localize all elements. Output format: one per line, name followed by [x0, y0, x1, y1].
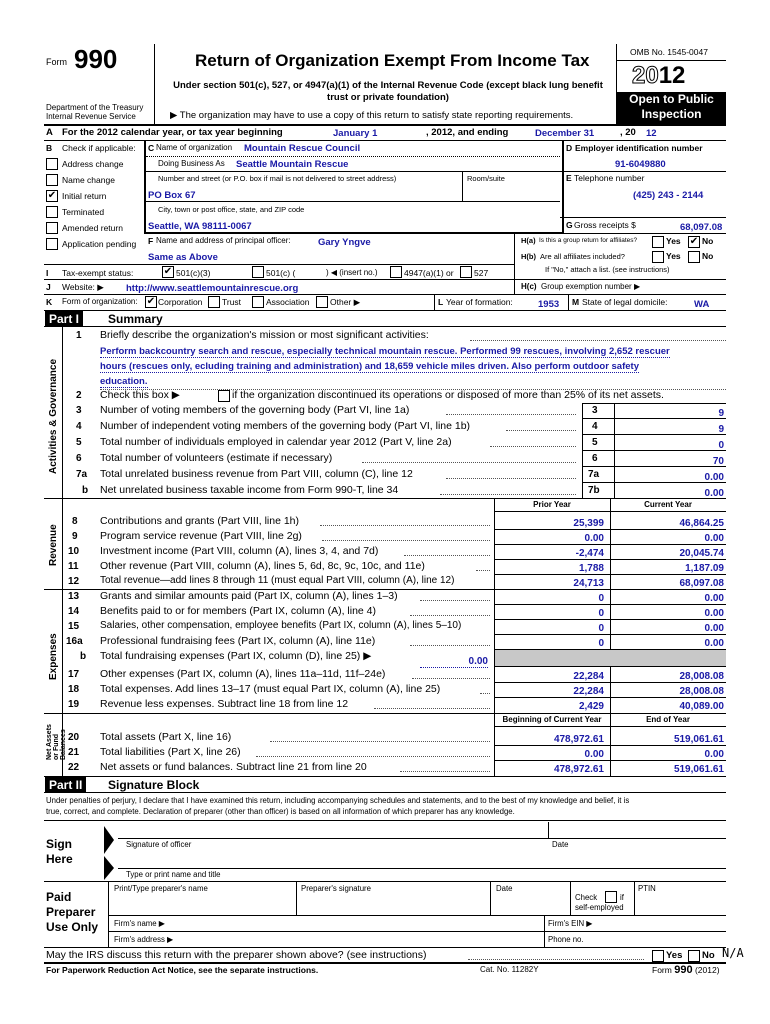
line7a-num: 7a [76, 469, 88, 480]
line-a-label: A [46, 127, 53, 138]
ein-label: Employer identification number [575, 143, 703, 153]
name-change-checkbox[interactable] [46, 174, 58, 186]
if-label: if [620, 893, 624, 902]
line11-current[interactable]: 1,187.09 [685, 563, 724, 574]
line3-box: 3 [592, 405, 598, 416]
form-subtitle: Under section 501(c), 527, or 4947(a)(1) of the Internal Revenue Code (except black lung benefit trust or private foundation) [173, 80, 603, 103]
col-current-year: Current Year [644, 500, 692, 509]
line7a-box: 7a [588, 469, 600, 480]
line16b-num: b [80, 651, 87, 662]
line7a-text: Total unrelated business revenue from Part VIII, column (C), line 12 [100, 468, 413, 480]
corporation-checkbox[interactable]: ✔ [146, 296, 156, 307]
line1-num: 1 [76, 330, 82, 341]
col-end-year: End of Year [646, 715, 690, 724]
line7b-num: b [82, 485, 89, 496]
line21-begin[interactable]: 0.00 [584, 749, 604, 760]
line10-prior[interactable]: -2,474 [575, 548, 604, 559]
line5-box: 5 [592, 437, 598, 448]
org-name[interactable]: Mountain Rescue Council [244, 143, 361, 154]
status-501c3-checkbox[interactable]: ✔ [163, 266, 173, 277]
line18-num: 18 [68, 684, 80, 695]
line22-num: 22 [68, 762, 80, 773]
other-org-checkbox[interactable] [316, 296, 328, 308]
line14-current[interactable]: 0.00 [704, 608, 724, 619]
line4-box: 4 [592, 421, 598, 432]
line3-num: 3 [76, 405, 82, 416]
footer-form-number: 990 [674, 964, 693, 976]
side-activities-governance: Activities & Governance [48, 358, 59, 474]
line-j-label: J [46, 282, 51, 292]
line20-end[interactable]: 519,061.61 [673, 734, 724, 745]
tax-year-begin[interactable]: January 1 [333, 128, 378, 139]
city-label: City, town or post office, state, and ZIP code [158, 205, 305, 214]
paid-label-3: Use Only [46, 920, 99, 934]
section-b-heading: Check if applicable: [62, 143, 136, 153]
line8-num: 8 [72, 516, 78, 527]
copy-note: ▶ The organization may have to use a copy of this return to satisfy state reporting requirements. [170, 110, 574, 121]
line20-text: Total assets (Part X, line 16) [100, 731, 232, 743]
line7b-value[interactable]: 0.00 [704, 488, 724, 499]
room-suite-label: Room/suite [467, 174, 505, 183]
line7b-text: Net unrelated business taxable income from Form 990-T, line 34 [100, 484, 399, 496]
line12-text: Total revenue—add lines 8 through 11 (must equal Part VIII, column (A), line 12) [100, 575, 455, 586]
status-527-label: 527 [474, 268, 489, 278]
section-f-label: F [148, 236, 154, 246]
officer-label: Name and address of principal officer: [156, 236, 291, 245]
ptin-label: PTIN [638, 884, 656, 893]
line12-prior[interactable]: 24,713 [573, 578, 604, 589]
terminated-checkbox[interactable] [46, 206, 58, 218]
section-d-label: D [566, 143, 573, 153]
line21-end[interactable]: 0.00 [704, 749, 724, 760]
street-address[interactable]: PO Box 67 [148, 190, 196, 201]
line2-num: 2 [76, 390, 82, 401]
footer-form-word: Form [652, 965, 672, 975]
line9-prior[interactable]: 0.00 [584, 533, 604, 544]
part1-title: Summary [108, 312, 163, 326]
sign-date-label: Date [552, 840, 569, 849]
line19-current[interactable]: 40,089.00 [679, 701, 724, 712]
line19-num: 19 [68, 699, 80, 710]
side-net-assets: Net Assets or Fund Balances [46, 724, 67, 760]
line9-text: Program service revenue (Part VIII, line 2g) [100, 530, 302, 542]
dept-line1: Department of the Treasury [46, 103, 144, 112]
self-employed-checkbox[interactable] [605, 891, 617, 903]
irs-discuss-na: N/A [722, 946, 744, 960]
discontinued-checkbox[interactable] [218, 390, 230, 402]
line18-current[interactable]: 28,008.08 [679, 686, 724, 697]
hb-no-checkbox[interactable] [688, 251, 700, 263]
irs-discuss-text: May the IRS discuss this return with the preparer shown above? (see instructions) [46, 949, 427, 961]
line22-begin[interactable]: 478,972.61 [553, 764, 604, 775]
line15-current[interactable]: 0.00 [704, 623, 724, 634]
phone-value[interactable]: (425) 243 - 2144 [633, 190, 704, 201]
line17-text: Other expenses (Part IX, column (A), lines 11a–11d, 11f–24e) [100, 668, 386, 680]
principal-officer-name[interactable]: Gary Yngve [318, 237, 371, 248]
hb-yes-label: Yes [666, 251, 681, 261]
line4-num: 4 [76, 421, 82, 432]
line-i-label: I [46, 268, 49, 278]
sign-arrow-icon [104, 826, 116, 880]
phone-no-label: Phone no. [548, 935, 584, 944]
status-4947-label: 4947(a)(1) or [404, 268, 454, 278]
line5-text: Total number of individuals employed in calendar year 2012 (Part V, line 2a) [100, 436, 452, 448]
street-label: Number and street (or P.O. box if mail is not delivered to street address) [158, 174, 397, 183]
line13-current[interactable]: 0.00 [704, 593, 724, 604]
footer-form-id [652, 964, 720, 976]
line13-text: Grants and similar amounts paid (Part IX, column (A), lines 1–3) [100, 590, 398, 602]
trust-checkbox[interactable] [208, 296, 220, 308]
line-l-label: L [438, 297, 444, 307]
line9-num: 9 [72, 531, 78, 542]
penalty-line2: true, correct, and complete. Declaration of preparer (other than officer) is based on all information of which preparer has any knowledge. [46, 807, 515, 816]
ha-yes-checkbox[interactable] [652, 236, 664, 248]
penalty-line1: Under penalties of perjury, I declare that I have examined this return, including accompanying schedules and statements, and to the best of my knowledge and belief, it is [46, 796, 630, 805]
status-501c-label: 501(c) ( [266, 268, 296, 278]
line-m-label: M [572, 297, 580, 307]
form-word: Form [46, 57, 67, 67]
status-501c-insert: ) ◀ (insert no.) [326, 268, 378, 277]
line14-num: 14 [68, 606, 80, 617]
self-employed-label: self-employed [575, 903, 624, 912]
line16a-num: 16a [66, 636, 83, 647]
section-c-label: C [148, 143, 155, 153]
association-label: Association [266, 297, 310, 307]
line17-current[interactable]: 28,008.08 [679, 671, 724, 682]
dept-line2: Internal Revenue Service [46, 112, 136, 121]
line22-text: Net assets or fund balances. Subtract line 21 from line 20 [100, 761, 367, 773]
tax-year-outline: 20 [632, 62, 659, 89]
open-to-public-box [617, 92, 726, 124]
line10-current[interactable]: 20,045.74 [679, 548, 724, 559]
line10-text: Investment income (Part VIII, column (A), lines 3, 4, and 7d) [100, 545, 379, 557]
line-j-text: Website: ▶ [62, 282, 104, 292]
line3-text: Number of voting members of the governing body (Part VI, line 1a) [100, 404, 410, 416]
year-of-formation[interactable]: 1953 [538, 299, 560, 310]
line10-num: 10 [68, 546, 80, 557]
line15-prior[interactable]: 0 [598, 623, 604, 634]
line17-num: 17 [68, 669, 80, 680]
application-pending-checkbox[interactable] [46, 238, 58, 250]
line-m-text: State of legal domicile: [582, 297, 668, 307]
amended-return-label: Amended return [62, 223, 123, 233]
check-if-label: Check [575, 893, 598, 902]
line16b-value[interactable]: 0.00 [420, 656, 488, 668]
line13-num: 13 [68, 591, 80, 602]
hc-text: Group exemption number ▶ [541, 282, 641, 291]
line15-num: 15 [68, 621, 80, 632]
side-expenses: Expenses [48, 633, 59, 680]
mission-line1[interactable]: Perform backcountry search and rescue, especially technical mountain rescue. Performed 99 rescues, involving 2,652 rescuer [100, 346, 670, 357]
line4-value[interactable]: 9 [718, 424, 724, 435]
firm-address-label: Firm's address ▶ [114, 935, 174, 944]
gross-receipts-value[interactable]: 68,097.08 [680, 222, 723, 233]
line2-text: Check this box ▶ [100, 389, 180, 401]
tax-year-bold: 12 [658, 62, 686, 89]
line12-num: 12 [68, 576, 80, 587]
trust-label: Trust [222, 297, 242, 307]
application-pending-label: Application pending [62, 239, 137, 249]
line-k-text: Form of organization: [62, 297, 138, 306]
status-501c3-label: 501(c)(3) [176, 268, 211, 278]
line22-end[interactable]: 519,061.61 [673, 764, 724, 775]
firm-ein-label: Firm's EIN ▶ [548, 919, 593, 928]
side-revenue: Revenue [48, 524, 59, 566]
org-name-label: Name of organization [156, 143, 233, 152]
line1-text: Briefly describe the organization's mission or most significant activities: [100, 329, 429, 341]
state-of-domicile[interactable]: WA [694, 299, 710, 310]
line-a-text: For the 2012 calendar year, or tax year beginning [62, 127, 283, 138]
line2-rest: if the organization discontinued its operations or disposed of more than 25% of its net assets. [232, 389, 664, 401]
hb-text: Are all affiliates included? [540, 252, 625, 261]
website-value[interactable]: http://www.seattlemountainrescue.org [126, 283, 299, 294]
paid-label-2: Preparer [46, 905, 96, 919]
phone-label: Telephone number [574, 173, 645, 183]
line13-prior[interactable]: 0 [598, 593, 604, 604]
line20-num: 20 [68, 732, 80, 743]
dba-label: Doing Business As [158, 159, 225, 168]
preparer-name-label: Print/Type preparer's name [114, 884, 208, 893]
line17-prior[interactable]: 22,284 [573, 671, 604, 682]
signature-officer-label: Signature of officer [126, 840, 192, 849]
preparer-date-label: Date [496, 884, 513, 893]
line-l-text: Year of formation: [446, 297, 513, 307]
firm-name-label: Firm's name ▶ [114, 919, 165, 928]
mission-line3[interactable]: education. [100, 376, 148, 387]
ha-yes-label: Yes [666, 236, 681, 246]
part2-title: Signature Block [108, 778, 200, 792]
hb-yes-checkbox[interactable] [652, 251, 664, 263]
irs-discuss-yes-label: Yes [666, 950, 683, 961]
section-c-box [144, 140, 564, 234]
line14-prior[interactable]: 0 [598, 608, 604, 619]
line4-text: Number of independent voting members of the governing body (Part VI, line 1b) [100, 420, 471, 432]
part1-label: Part I [45, 311, 83, 327]
line5-num: 5 [76, 437, 82, 448]
form-title: Return of Organization Exempt From Income Tax [195, 51, 590, 70]
ha-no-checkbox[interactable]: ✔ [689, 236, 699, 247]
line5-value[interactable]: 0 [718, 440, 724, 451]
line19-text: Revenue less expenses. Subtract line 18 from line 12 [100, 698, 349, 710]
corporation-label: Corporation [158, 297, 203, 307]
ha-label: H(a) [521, 236, 536, 245]
line16b-shaded [495, 650, 726, 666]
city-state-zip[interactable]: Seattle, WA 98111-0067 [148, 221, 252, 232]
line6-num: 6 [76, 453, 82, 464]
irs-discuss-no-label: No [702, 950, 715, 961]
type-name-label: Type or print name and title [126, 870, 221, 879]
hb-note: If "No," attach a list. (see instructions) [545, 265, 670, 274]
omb-number: OMB No. 1545-0047 [630, 47, 708, 57]
section-b-label: B [46, 143, 53, 153]
line8-text: Contributions and grants (Part VIII, line 1h) [100, 515, 300, 527]
line21-num: 21 [68, 747, 80, 758]
status-501c-checkbox[interactable] [252, 266, 264, 278]
terminated-label: Terminated [62, 207, 105, 217]
paperwork-notice: For Paperwork Reduction Act Notice, see the separate instructions. [46, 965, 319, 975]
address-change-checkbox[interactable] [46, 158, 58, 170]
other-org-label: Other ▶ [330, 297, 361, 307]
line6-text: Total number of volunteers (estimate if necessary) [100, 452, 333, 464]
line7a-value[interactable]: 0.00 [704, 472, 724, 483]
line7b-box: 7b [588, 485, 600, 496]
sign-label-2: Here [46, 852, 73, 866]
officer-signature-field[interactable] [118, 822, 546, 837]
amended-return-checkbox[interactable] [46, 222, 58, 234]
tax-year-end[interactable]: December 31 [535, 128, 595, 139]
line14-text: Benefits paid to or for members (Part IX, column (A), line 4) [100, 605, 377, 617]
status-4947-checkbox[interactable] [390, 266, 402, 278]
dba-name[interactable]: Seattle Mountain Rescue [236, 159, 349, 170]
line11-prior[interactable]: 1,788 [578, 563, 604, 574]
ha-no-label: No [702, 236, 714, 246]
hb-label: H(b) [521, 252, 536, 261]
officer-name-title-field[interactable] [118, 852, 726, 868]
line16b-text: Total fundraising expenses (Part IX, column (D), line 25) ▶ [100, 650, 372, 662]
preparer-signature-label: Preparer's signature [301, 884, 371, 893]
initial-return-checkbox[interactable]: ✔ [47, 190, 57, 201]
col-prior-year: Prior Year [533, 500, 571, 509]
line16a-current[interactable]: 0.00 [704, 638, 724, 649]
footer-form-year: (2012) [694, 965, 720, 975]
line9-current[interactable]: 0.00 [704, 533, 724, 544]
initial-return-label: Initial return [62, 191, 107, 201]
section-g-label: G [566, 220, 573, 230]
ein-value[interactable]: 91-6049880 [615, 159, 666, 170]
section-e-label: E [566, 173, 572, 183]
association-checkbox[interactable] [252, 296, 264, 308]
address-change-label: Address change [62, 159, 124, 169]
line21-text: Total liabilities (Part X, line 26) [100, 746, 241, 758]
line16a-text: Professional fundraising fees (Part IX, column (A), line 11e) [100, 635, 376, 647]
line8-current[interactable]: 46,864.25 [679, 518, 724, 529]
line18-prior[interactable]: 22,284 [573, 686, 604, 697]
line3-value[interactable]: 9 [718, 408, 724, 419]
ha-text: Is this a group return for affiliates? [539, 237, 638, 244]
part2-label: Part II [45, 777, 86, 793]
line19-prior[interactable]: 2,429 [578, 701, 604, 712]
col-beginning-year: Beginning of Current Year [502, 715, 602, 724]
name-change-label: Name change [62, 175, 115, 185]
status-527-checkbox[interactable] [460, 266, 472, 278]
open-public-line1: Open to Public [629, 92, 714, 106]
open-public-line2: Inspection [641, 107, 702, 121]
irs-discuss-yes-checkbox[interactable] [652, 950, 664, 962]
line-k-label: K [46, 297, 53, 307]
line11-text: Other revenue (Part VIII, column (A), lines 5, 6d, 8c, 9c, 10c, and 11e) [100, 560, 425, 572]
line-a-year-prefix: , 20 [620, 127, 636, 138]
paid-label-1: Paid [46, 890, 72, 904]
cat-number: Cat. No. 11282Y [480, 965, 539, 974]
line18-text: Total expenses. Add lines 13–17 (must equal Part IX, column (A), line 25) [100, 683, 441, 695]
line-i-text: Tax-exempt status: [62, 268, 134, 278]
line6-value[interactable]: 70 [712, 456, 724, 467]
hb-no-label: No [702, 251, 714, 261]
line15-text: Salaries, other compensation, employee benefits (Part IX, column (A), lines 5–10) [100, 620, 462, 631]
line8-prior[interactable]: 25,399 [573, 518, 604, 529]
mission-line2[interactable]: hours (rescues only, ecluding training and administration) and 18,659 vehicle miles driven. Also perform outdoor safety [100, 361, 639, 372]
line11-num: 11 [68, 561, 79, 572]
line12-current[interactable]: 68,097.08 [679, 578, 724, 589]
line-a-mid: , 2012, and ending [426, 127, 509, 138]
line16a-prior[interactable]: 0 [598, 638, 604, 649]
sign-label-1: Sign [46, 837, 72, 851]
gross-receipts-label: Gross receipts $ [574, 220, 636, 230]
irs-discuss-no-checkbox[interactable] [688, 950, 700, 962]
line6-box: 6 [592, 453, 598, 464]
form-number: 990 [74, 44, 118, 74]
line20-begin[interactable]: 478,972.61 [553, 734, 604, 745]
principal-officer-address[interactable]: Same as Above [148, 252, 218, 263]
tax-year-end-yy[interactable]: 12 [646, 128, 657, 139]
tax-year [632, 62, 685, 90]
hc-label: H(c) [521, 282, 537, 291]
